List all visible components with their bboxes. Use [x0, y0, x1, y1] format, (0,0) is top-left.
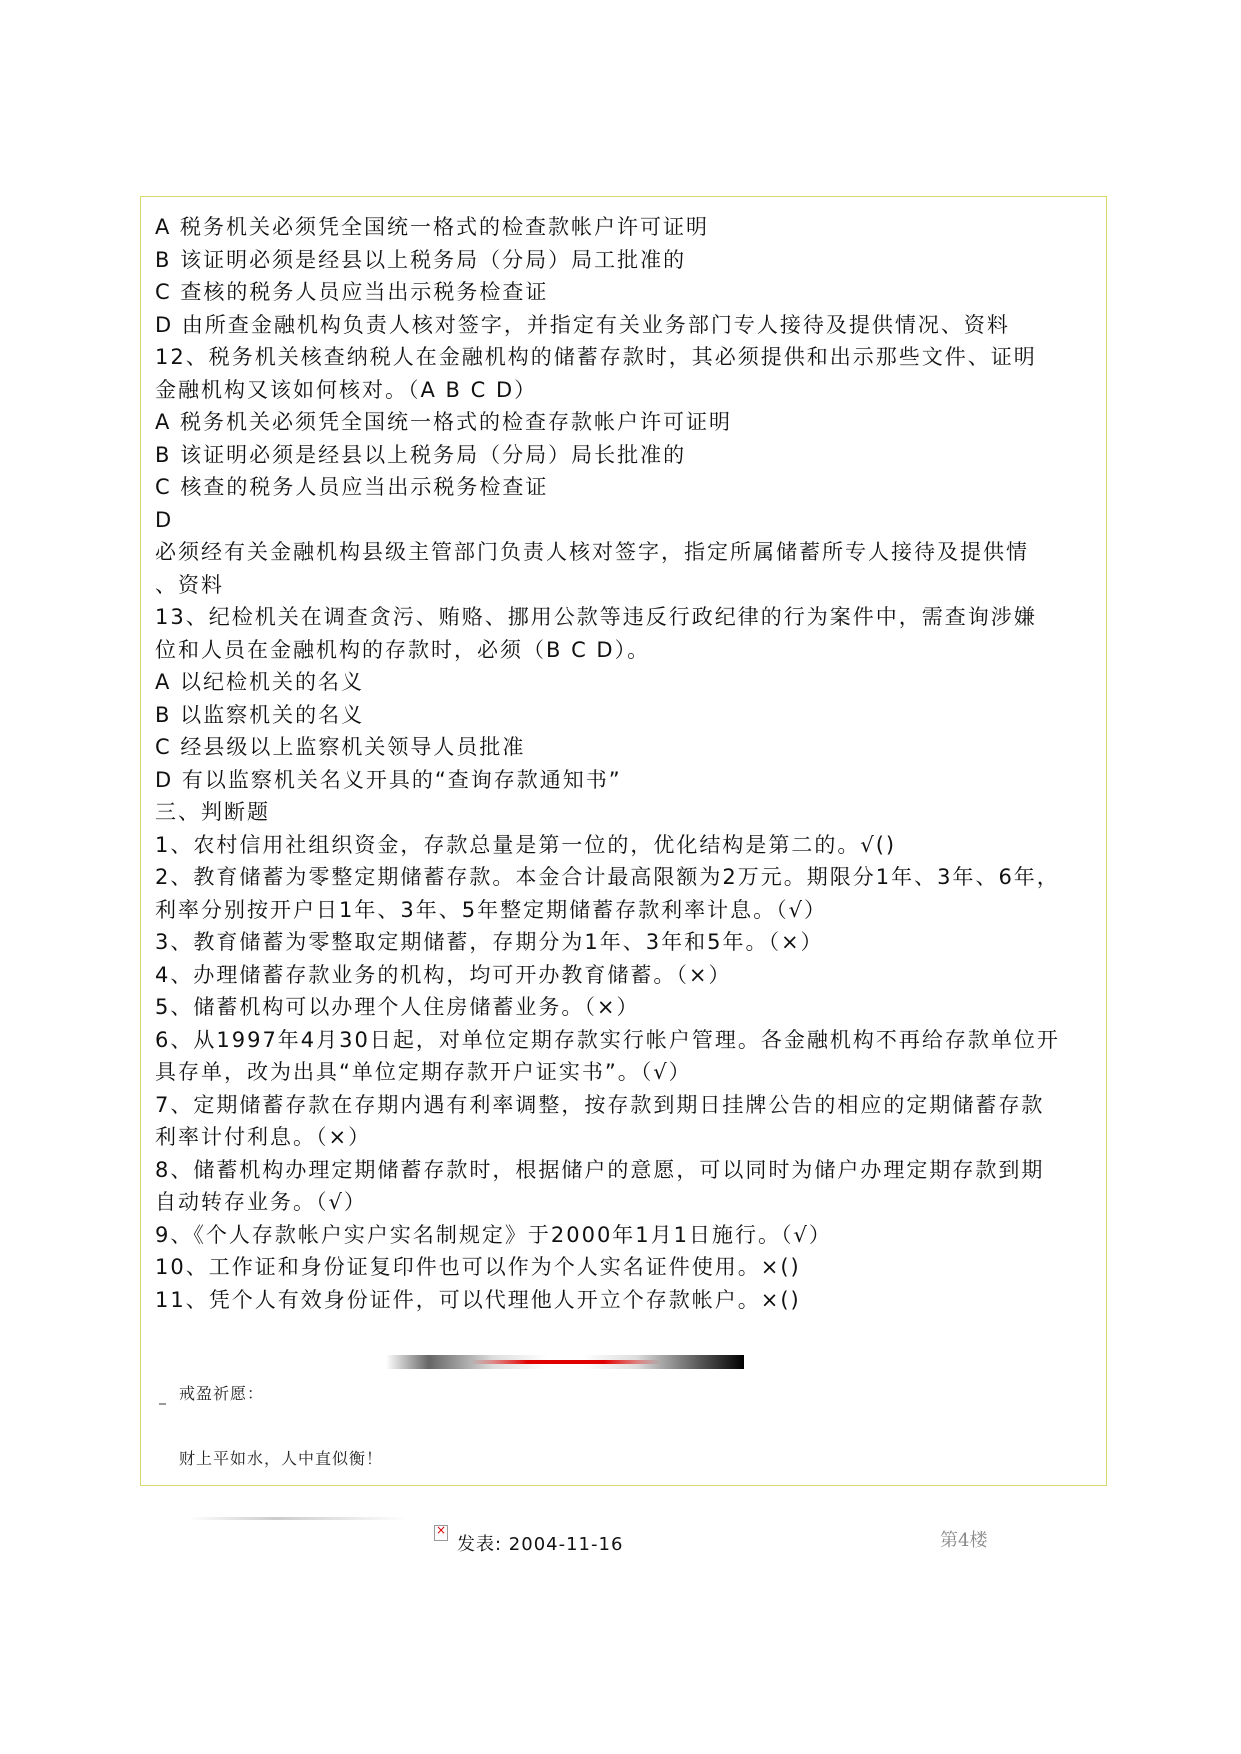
signature-title: 戒盈祈愿：	[179, 1384, 265, 1403]
post-line: 2、教育储蓄为零整定期储蓄存款。本金合计最高限额为2万元。期限分1年、3年、6年，	[155, 865, 1060, 889]
footer-rule	[188, 1517, 408, 1520]
post-line: 7、定期储蓄存款在存期内遇有利率调整，按存款到期日挂牌公告的相应的定期储蓄存款	[155, 1092, 1045, 1117]
broken-image-icon	[434, 1525, 448, 1541]
post-line: 3、教育储蓄为零整取定期储蓄，存期分为1年、3年和5年。（×）	[155, 930, 824, 954]
bullet-icon	[159, 1403, 166, 1405]
post-line: 位和人员在金融机构的存款时，必须（B C D）。	[155, 637, 651, 662]
post-line: 利率计付利息。（×）	[155, 1125, 372, 1149]
post-line: 13、纪检机关在调查贪污、贿赂、挪用公款等违反行政纪律的行为案件中，需查询涉嫌	[155, 605, 1037, 629]
floor-number-link[interactable]: 第4楼	[940, 1530, 988, 1551]
post-line: A 税务机关必须凭全国统一格式的检查款帐户许可证明	[155, 215, 710, 239]
section-heading: 三、判断题	[155, 800, 270, 824]
post-line: 9、《个人存款帐户实户实名制规定》于2000年1月1日施行。（√）	[155, 1222, 832, 1247]
post-line: D	[155, 507, 174, 532]
post-line: 8、储蓄机构办理定期储蓄存款时，根据储户的意愿，可以同时为储户办理定期存款到期	[155, 1157, 1045, 1182]
post-line: 11、凭个人有效身份证件，可以代理他人开立个存款帐户。×()	[155, 1287, 801, 1312]
post-line: A 以纪检机关的名义	[155, 670, 365, 694]
post-content	[155, 211, 1095, 1316]
post-line: 4、办理储蓄存款业务的机构，均可开办教育储蓄。（×）	[155, 962, 732, 987]
post-line: A 税务机关必须凭全国统一格式的检查存款帐户许可证明	[155, 410, 733, 434]
post-line: B 以监察机关的名义	[155, 702, 365, 727]
post-line: 金融机构又该如何核对。（A B C D）	[155, 377, 538, 402]
post-line: 利率分别按开户日1年、3年、5年整定期储蓄存款利率计息。（√）	[155, 897, 827, 922]
post-line: 必须经有关金融机构县级主管部门负责人核对签字，指定所属储蓄所专人接待及提供情	[155, 540, 1029, 564]
post-line: B 该证明必须是经县以上税务局（分局）局工批准的	[155, 247, 687, 272]
post-line: 、资料	[155, 572, 224, 597]
post-line: B 该证明必须是经县以上税务局（分局）局长批准的	[155, 442, 687, 467]
post-line: 具存单，改为出具“单位定期存款开户证实书”。（√）	[155, 1060, 692, 1084]
post-line: 6、从1997年4月30日起，对单位定期存款实行帐户管理。各金融机构不再给存款单位开	[155, 1027, 1060, 1052]
signature-divider-accent	[471, 1360, 661, 1364]
post-line: D 有以监察机关名义开具的“查询存款通知书”	[155, 767, 622, 792]
post-line: 10、工作证和身份证复印件也可以作为个人实名证件使用。×()	[155, 1255, 801, 1279]
post-date: 发表: 2004-11-16	[457, 1534, 624, 1555]
post-line: 自动转存业务。（√）	[155, 1190, 367, 1214]
post-line: C 查核的税务人员应当出示税务检查证	[155, 280, 549, 304]
signature-text: 财上平如水，人中直似衡！	[179, 1449, 384, 1468]
post-line: D 由所查金融机构负责人核对签字，并指定有关业务部门专人接待及提供情况、资料	[155, 312, 1010, 337]
post-line: 12、税务机关核查纳税人在金融机构的储蓄存款时，其必须提供和出示那些文件、证明	[155, 345, 1037, 369]
post-line: C 核查的税务人员应当出示税务检查证	[155, 475, 549, 499]
post-box	[140, 196, 1107, 1486]
post-line: C 经县级以上监察机关领导人员批准	[155, 735, 526, 759]
post-line: 5、储蓄机构可以办理个人住房储蓄业务。（×）	[155, 995, 640, 1019]
post-line: 1、农村信用社组织资金，存款总量是第一位的，优化结构是第二的。√()	[155, 832, 897, 857]
